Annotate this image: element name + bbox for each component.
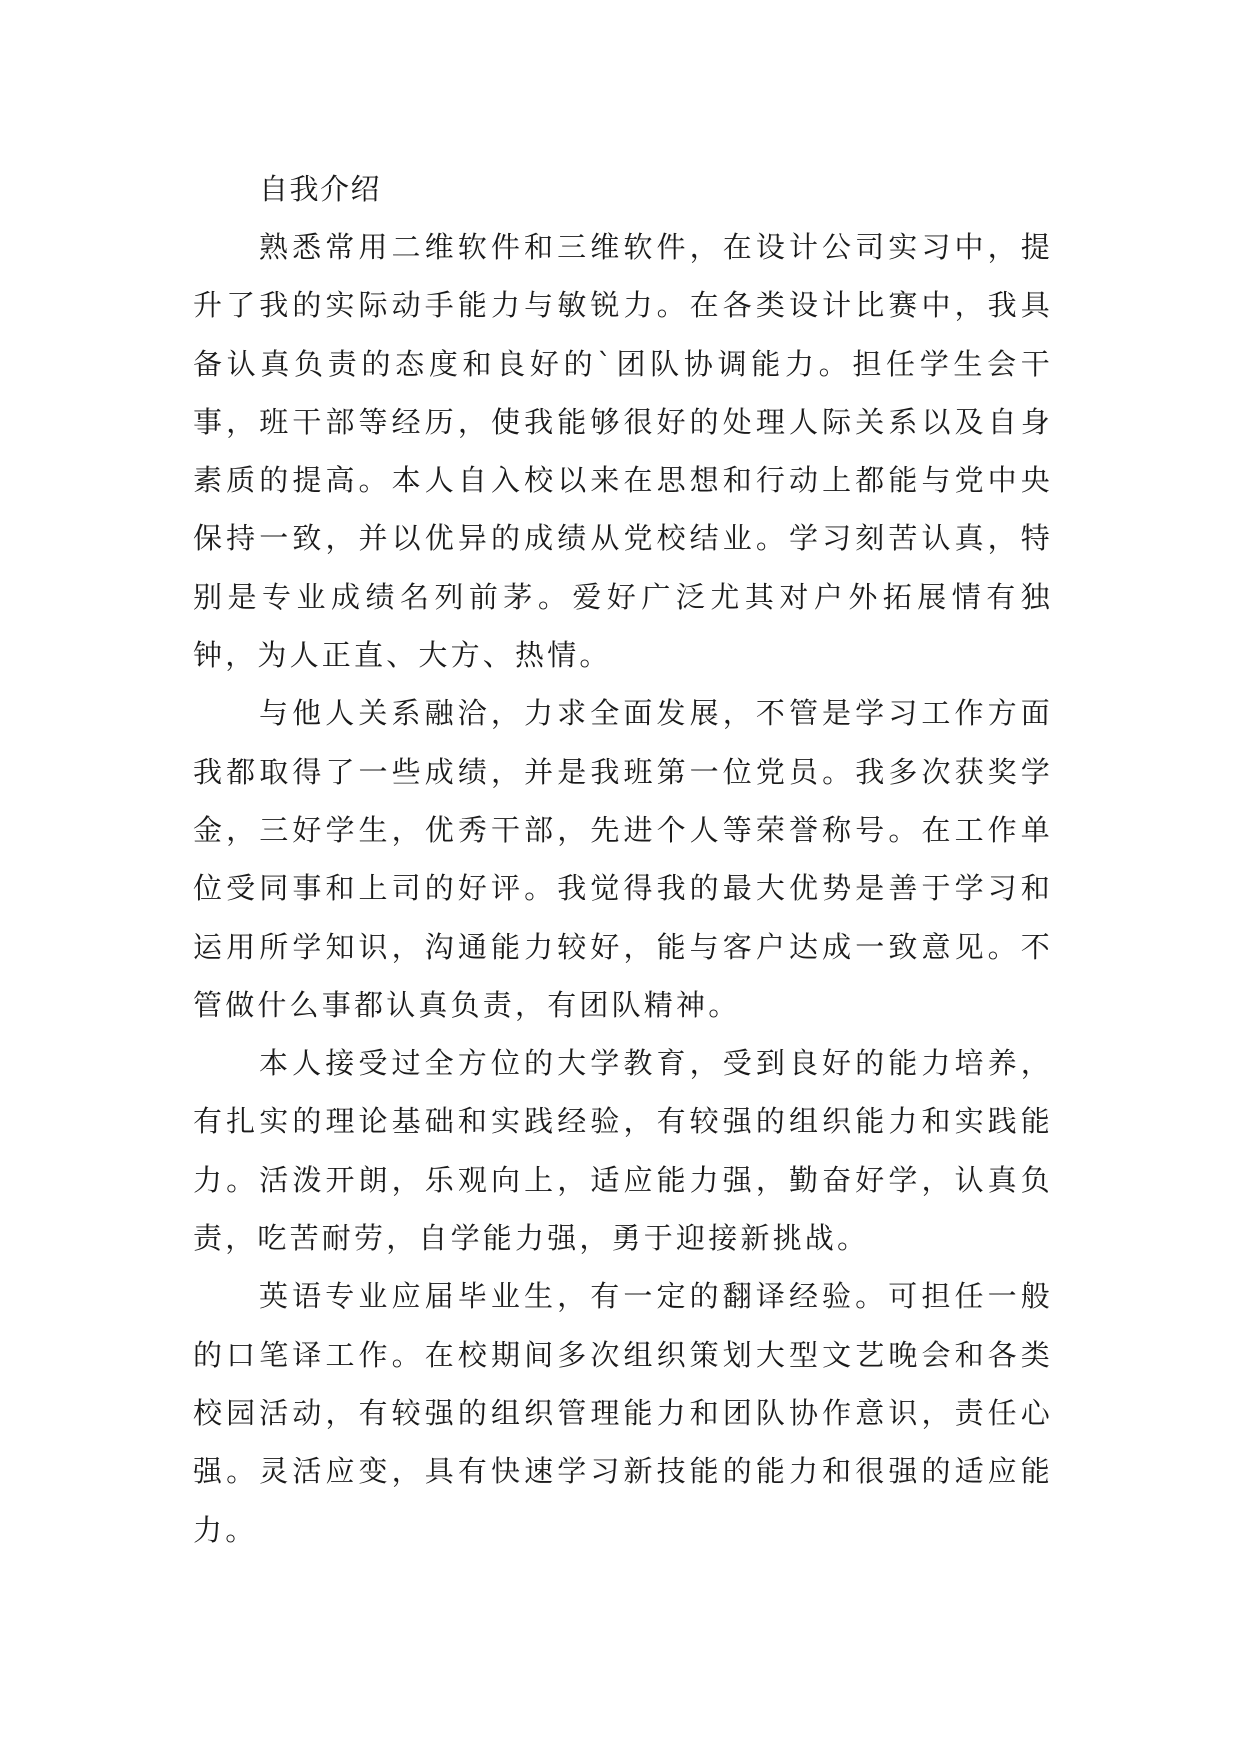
paragraph-1: 熟悉常用二维软件和三维软件，在设计公司实习中，提升了我的实际动手能力与敏锐力。在各类设计比赛中，我具备认真负责的态度和良好的`团队协调能力。担任学生会干事，班干部等经历，使我能够很好的处理人际关系以及自身素质的提高。本人自入校以来在思想和行动上都能与党中央保持一致，并以优异的成绩从党校结业。学习刻苦认真，特别是专业成绩名列前茅。爱好广泛尤其对户外拓展情有独钟，为人正直、大方、热情。 [193, 230, 1053, 673]
paragraph-3: 本人接受过全方位的大学教育，受到良好的能力培养，有扎实的理论基础和实践经验，有较强的组织能力和实践能力。活泼开朗，乐观向上，适应能力强，勤奋好学，认真负责，吃苦耐劳，自学能力强，勇于迎接新挑战。 [193, 1046, 1053, 1256]
document-body [193, 160, 1053, 1559]
paragraph-4: 英语专业应届毕业生，有一定的翻译经验。可担任一般的口笔译工作。在校期间多次组织策划大型文艺晚会和各类校园活动，有较强的组织管理能力和团队协作意识，责任心强。灵活应变，具有快速学习新技能的能力和很强的适应能力。 [193, 1279, 1053, 1547]
paragraph-2: 与他人关系融洽，力求全面发展，不管是学习工作方面我都取得了一些成绩，并是我班第一位党员。我多次获奖学金，三好学生，优秀干部，先进个人等荣誉称号。在工作单位受同事和上司的好评。我觉得我的最大优势是善于学习和运用所学知识，沟通能力较好，能与客户达成一致意见。不管做什么事都认真负责，有团队精神。 [193, 696, 1053, 1022]
document-title: 自我介绍 [259, 172, 382, 206]
